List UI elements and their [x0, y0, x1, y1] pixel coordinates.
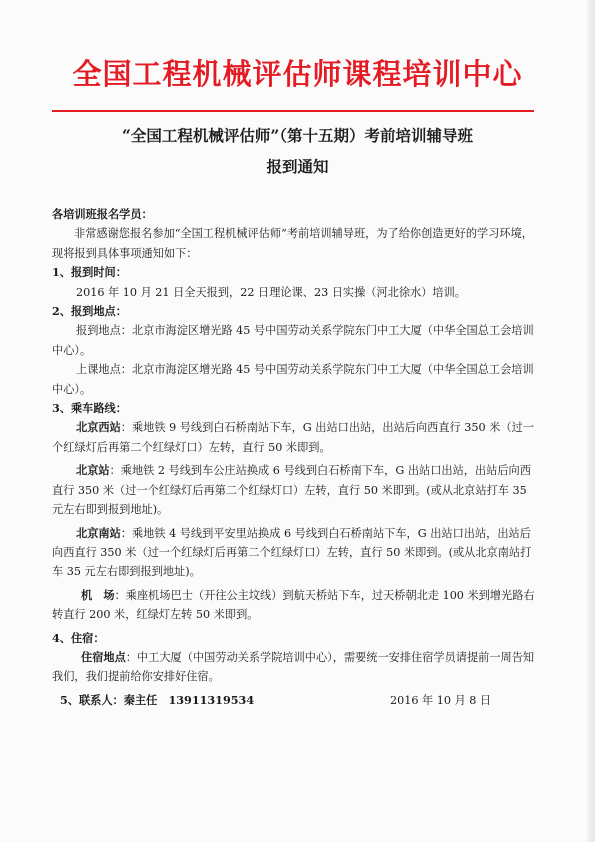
- header-divider: [52, 110, 534, 112]
- organization-header: 全国工程机械评估师课程培训中心: [72, 57, 523, 91]
- route-text-airport: ：乘座机场巴士（开往公主坟线）到航天桥站下车，过天桥朝北走 100 米到增光路右转直行 200 米，红绿灯左转 50 米即到。: [52, 588, 535, 622]
- route-label-beijing-west: 北京西站: [76, 420, 121, 435]
- section-3-heading: 3、乘车路线：: [52, 401, 127, 416]
- notice-body: [52, 205, 540, 710]
- section-4-heading: 4、住宿：: [52, 630, 105, 645]
- route-label-beijing-station: 北京站: [76, 463, 110, 478]
- document-subtitle: 报到通知: [266, 157, 329, 176]
- section-1-heading: 1、报到时间：: [52, 265, 127, 280]
- checkin-location-text: 报到地点：北京市海淀区增光路 45 号中国劳动关系学院东门中工大厦（中华全国总工会培训中心）。: [52, 324, 534, 357]
- issue-date: 2016 年 10 月 8 日: [390, 694, 492, 707]
- checkin-time-text: 2016 年 10 月 21 日全天报到，22 日理论课、23 日实操（河北徐水）培训。: [76, 285, 466, 299]
- accommodation: [52, 648, 540, 687]
- route-beijing-station: [52, 461, 540, 519]
- route-beijing-south: [52, 524, 540, 582]
- route-airport: [52, 586, 540, 625]
- section-2-heading: 2、报到地点：: [52, 304, 127, 319]
- accommodation-label: 住宿地点: [81, 649, 126, 664]
- route-text-beijing-west: ：乘地铁 9 号线到白石桥南站下车，G 出站口出站，出站后向西直行 350 米（过一个红绿灯后再第二个红绿灯口）左转，直行 50 米即到。: [52, 421, 534, 454]
- intro-paragraph: 非常感谢您报名参加“全国工程机械评估师”考前培训辅导班，为了给你创造更好的学习环境，现将报到具体事项通知如下：: [52, 227, 533, 260]
- route-text-beijing-station: ：乘地铁 2 号线到车公庄站换成 6 号线到白石桥南下车，G 出站口出站，出站后向西直行 350 米（过一个红绿灯后再第二个红绿灯口）左转，直行 50 米即到。(或从北京站打车 35 元左右即到报到地址)。: [52, 464, 531, 517]
- route-text-beijing-south: ：乘地铁 4 号线到平安里站换成 6 号线到白石桥南站下车，G 出站口出站，出站后向西直行 350 米（过一个红绿灯后再第二个红绿灯口）左转，直行 50 米即到。(或从北京南站打车 35 元左右即到报到地址)。: [52, 526, 532, 579]
- route-label-airport: 机 场: [81, 587, 115, 602]
- route-beijing-west: [52, 418, 540, 457]
- class-location-text: 上课地点：北京市海淀区增光路 45 号中国劳动关系学院东门中工大厦（中华全国总工会培训中心）。: [52, 363, 534, 396]
- section-5-contact: 5、联系人：秦主任 13911319534: [60, 692, 255, 707]
- route-label-beijing-south: 北京南站: [76, 525, 121, 540]
- document-title: “全国工程机械评估师”（第十五期）考前培训辅导班: [121, 126, 474, 145]
- greeting: 各培训班报名学员：: [52, 207, 153, 221]
- accommodation-text: ：中工大厦（中国劳动关系学院培训中心），需要统一安排住宿学员请提前一周告知我们，我们提前给你安排好住宿。: [52, 650, 535, 684]
